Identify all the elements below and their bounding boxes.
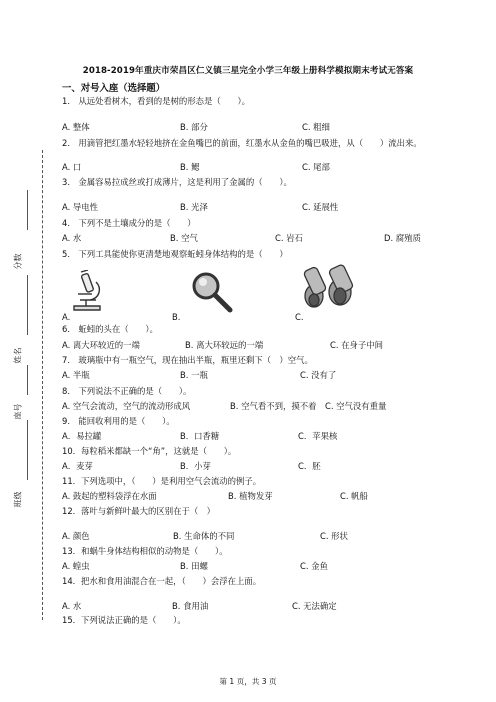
question-10: 10．每粒稻米都缺一个“角”，这就是（ ）。: [62, 446, 237, 456]
q2-option-c: C. 尾部: [302, 162, 330, 172]
section-heading: 一、对号入座（选择题）: [62, 83, 166, 94]
q1-option-a: A. 整体: [62, 122, 90, 132]
q6-option-b: B. 离大环较远的一端: [185, 340, 264, 350]
q10-option-c: C．胚: [298, 461, 321, 471]
binding-margin: [0, 0, 50, 702]
student-id-label: 座号: [13, 403, 23, 420]
page-footer: 第 1 页，共 3 页: [219, 677, 277, 686]
q7-option-b: B. 一瓶: [180, 370, 208, 380]
q2-option-b: B. 鳃: [180, 162, 200, 172]
q8-option-c: C. 空气没有重量: [325, 401, 387, 411]
name-label: 姓名: [13, 347, 23, 364]
question-7: 7． 玻璃瓶中有一瓶空气，现在抽出半瓶，瓶里还剩下（ ）空气。: [62, 355, 313, 365]
class-label: 班级: [13, 491, 23, 508]
q9-option-c: C．苹果核: [298, 431, 338, 441]
q10-option-a: A．麦芽: [62, 461, 93, 471]
q3-option-b: B. 光泽: [180, 202, 208, 212]
q1-option-b: B. 部分: [180, 122, 208, 132]
q7-option-a: A. 半瓶: [62, 370, 90, 380]
q8-option-b: B. 空气看不到，摸不着: [230, 401, 317, 411]
question-14: 14．把水和食用油混合在一起，（ ）会浮在上面。: [62, 576, 262, 586]
question-1: 1． 从远处看树木，看到的是树的形态是（ ）。: [62, 96, 251, 106]
q1-option-c: C. 粗细: [302, 122, 330, 132]
q12-option-c: C. 形状: [320, 531, 348, 541]
question-6: 6． 蚯蚓的头在（ ）。: [62, 324, 158, 334]
question-4: 4． 下列不是土壤成分的是（ ）: [62, 218, 196, 228]
q3-option-a: A. 导电性: [62, 202, 99, 212]
q3-option-c: C. 延展性: [302, 202, 339, 212]
student-id-blank: [27, 365, 28, 395]
q5-option-a: A.: [62, 312, 71, 322]
question-15: 15．下列说法正确的是（ ）。: [62, 615, 186, 625]
q11-option-c: C. 帆船: [340, 491, 368, 501]
q9-option-a: A．易拉罐: [62, 431, 102, 441]
question-12: 12．落叶与新鲜叶最大的区别在于（ ）: [62, 506, 216, 516]
q9-option-b: B．口香糖: [180, 431, 220, 441]
class-blank: [27, 420, 28, 480]
q13-option-a: A. 蝗虫: [62, 561, 90, 571]
magnifier-icon: [190, 270, 236, 314]
binoculars-icon: [300, 262, 362, 314]
q8-option-a: A. 空气会流动，空气的流动形成风: [62, 401, 191, 411]
question-11: 11．下列选项中，（ ）是利用空气会流动的例子。: [62, 476, 262, 486]
q11-option-a: A. 鼓起的塑料袋浮在水面: [62, 491, 157, 501]
question-2: 2． 用滴管把红墨水轻轻地挤在金鱼嘴巴的前面，红墨水从金鱼的嘴巴吸进，从（ ）流出来。: [62, 138, 422, 148]
q4-option-b: B. 空气: [170, 233, 198, 243]
score-blank: [27, 190, 28, 230]
q14-option-c: C. 无法确定: [292, 601, 337, 611]
q5-option-b: B.: [172, 312, 181, 322]
q4-option-a: A. 水: [62, 233, 82, 243]
q12-option-a: A. 颜色: [62, 531, 90, 541]
q14-option-b: B. 食用油: [172, 601, 209, 611]
q6-option-c: C. 在身子中间: [330, 340, 384, 350]
q13-option-b: B. 田螺: [180, 561, 208, 571]
score-label: 分数: [13, 253, 23, 270]
q4-option-c: C. 岩石: [275, 233, 303, 243]
q4-option-d: D. 腐殖质: [384, 233, 421, 243]
q6-option-a: A. 离大环较近的一端: [62, 340, 140, 350]
question-13: 13．和蜗牛身体结构相似的动物是（ ）。: [62, 546, 228, 556]
q11-option-b: B. 植物发芽: [228, 491, 273, 501]
q5-option-c: C.: [295, 312, 304, 322]
question-5: 5． 下列工具能使你更清楚地观察蚯蚓身体结构的是（ ）: [62, 249, 288, 259]
name-blank: [27, 275, 28, 335]
q13-option-c: C. 金鱼: [300, 561, 328, 571]
question-9: 9． 能回收利用的是（ ）。: [62, 416, 175, 426]
cut-line: [42, 150, 43, 620]
q14-option-a: A. 水: [62, 601, 82, 611]
q2-option-a: A. 口: [62, 162, 82, 172]
exam-title: 2018-2019年重庆市荣昌区仁义镇三星完全小学三年级上册科学模拟期末考试无答案: [82, 66, 414, 76]
microscope-icon: [66, 270, 126, 314]
q7-option-c: C. 没有了: [300, 370, 337, 380]
question-8: 8． 下列说法不正确的是（ ）。: [62, 386, 192, 396]
question-3: 3． 金属容易拉成丝或打成薄片，这是利用了金属的（ ）。: [62, 177, 292, 187]
q12-option-b: B. 生命体的不同: [173, 531, 235, 541]
q10-option-b: B．小芽: [180, 461, 211, 471]
